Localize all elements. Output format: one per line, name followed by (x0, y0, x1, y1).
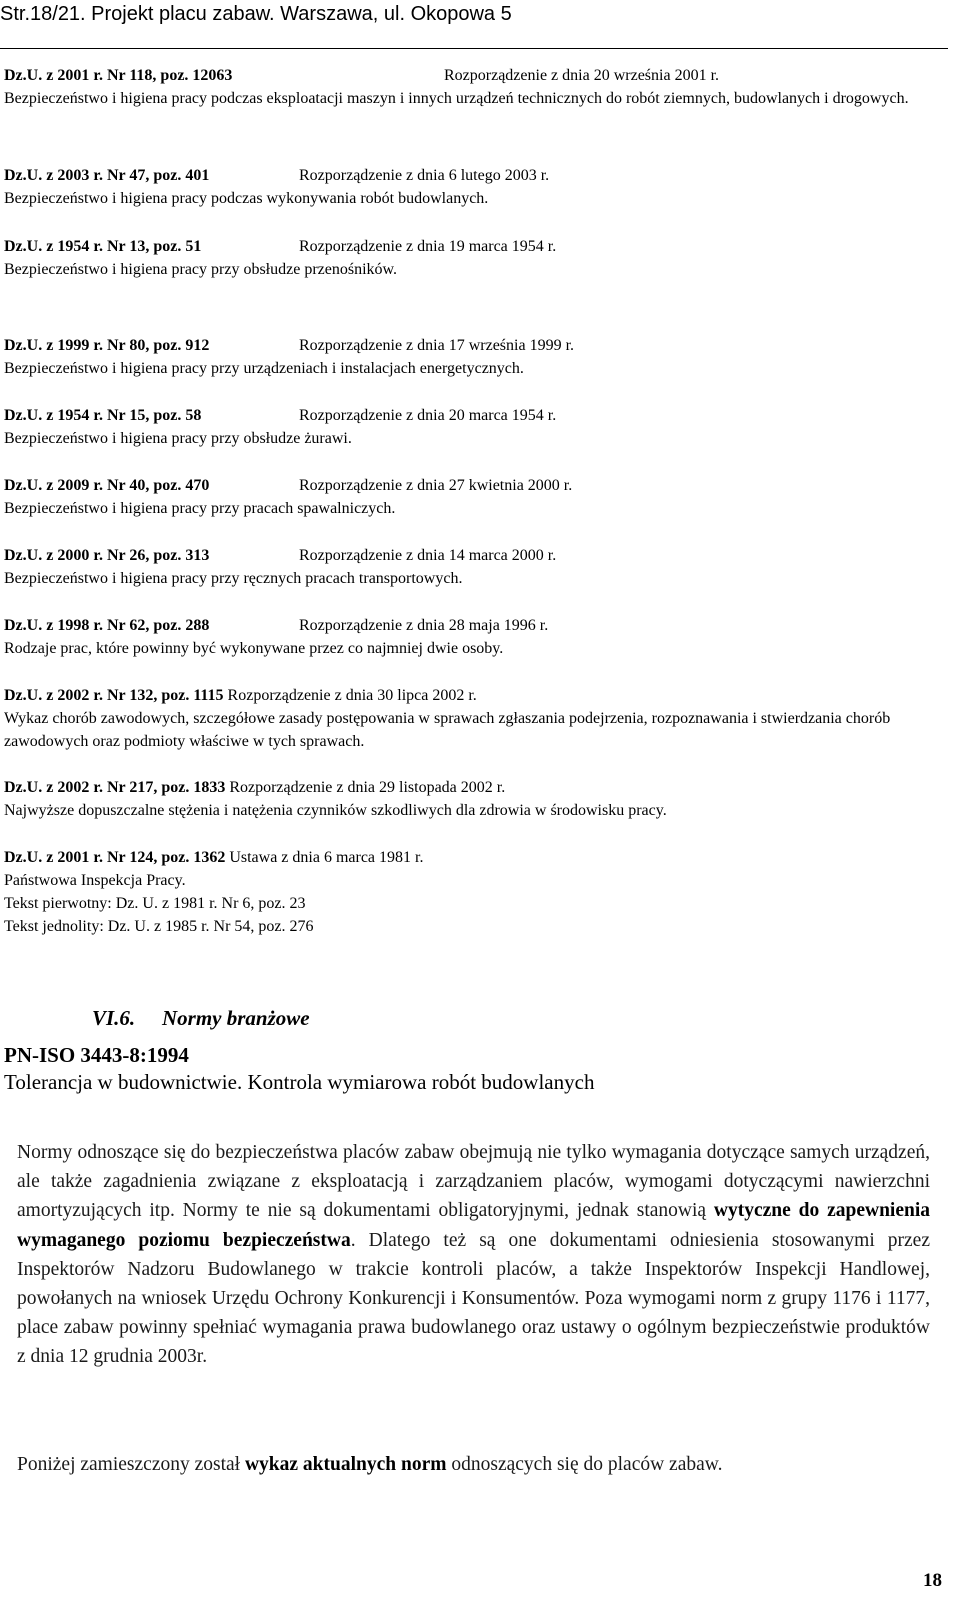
running-header: Str.18/21. Projekt placu zabaw. Warszawa, ul. Okopowa 5 (0, 3, 512, 25)
entry-act: Rozporządzenie z dnia 30 lipca 2002 r. (227, 687, 477, 704)
paragraph-emphasis: wytyczne do zapewnienia wymaganego poziomu bezpieczeństwa (17, 1200, 931, 1251)
legal-entry (4, 614, 924, 660)
legal-entry (4, 846, 924, 938)
legal-entry (4, 544, 924, 590)
entry-description: Bezpieczeństwo i higiena pracy przy urządzeniach i instalacjach energetycznych. (4, 360, 524, 377)
section-title: Normy branżowe (162, 1006, 310, 1030)
entry-reference: Dz.U. z 1998 r. Nr 62, poz. 288 (4, 617, 210, 634)
legal-entry (4, 776, 924, 822)
entry-reference: Dz.U. z 2001 r. Nr 118, poz. 12063 (4, 67, 233, 84)
section-number: VI.6. (92, 1006, 136, 1030)
legal-entry (4, 334, 924, 380)
entry-act: Rozporządzenie z dnia 19 marca 1954 r. (299, 238, 557, 255)
legal-entry (4, 684, 924, 753)
entry-extra-line: Tekst jednolity: Dz. U. z 1985 r. Nr 54, poz. 276 (4, 918, 314, 935)
paragraph-text: odnoszących się do placów zabaw. (446, 1454, 723, 1475)
entry-reference: Dz.U. z 2009 r. Nr 40, poz. 470 (4, 477, 210, 494)
entry-reference: Dz.U. z 2001 r. Nr 124, poz. 1362 (4, 849, 226, 866)
entry-reference: Dz.U. z 1954 r. Nr 15, poz. 58 (4, 407, 202, 424)
section-heading (92, 1006, 310, 1031)
paragraph-emphasis: wykaz aktualnych norm (244, 1454, 447, 1475)
entry-act: Rozporządzenie z dnia 27 kwietnia 2000 r. (299, 477, 573, 494)
entry-reference: Dz.U. z 1954 r. Nr 13, poz. 51 (4, 238, 202, 255)
entry-act: Rozporządzenie z dnia 29 listopada 2002 r. (229, 779, 506, 796)
paragraph-text: Poniżej zamieszczony został (17, 1454, 245, 1475)
entry-description: Bezpieczeństwo i higiena pracy przy obsłudze przenośników. (4, 261, 398, 278)
standard-title: Tolerancja w budownictwie. Kontrola wymiarowa robót budowlanych (4, 1070, 595, 1094)
entry-description: Państwowa Inspekcja Pracy. (4, 872, 186, 889)
entry-act: Rozporządzenie z dnia 20 września 2001 r. (444, 67, 720, 84)
entry-extra-line: Tekst pierwotny: Dz. U. z 1981 r. Nr 6, poz. 23 (4, 895, 306, 912)
entry-act: Rozporządzenie z dnia 20 marca 1954 r. (299, 407, 557, 424)
body-paragraph (17, 1138, 930, 1372)
legal-entry (4, 235, 924, 281)
paragraph-text: Normy odnoszące się do bezpieczeństwa placów zabaw obejmują nie tylko wymagania dotyczące samych urządzeń, ale także zagadnienia związane z eksploatacją i zarządzaniem placów, wymogami dotyczącymi nawierzchni amortyzujących itp. Normy te nie są dokumentami obligatoryjnymi, jednak stanowią (17, 1142, 930, 1222)
entry-act: Rozporządzenie z dnia 14 marca 2000 r. (299, 547, 557, 564)
entry-description: Rodzaje prac, które powinny być wykonywane przez co najmniej dwie osoby. (4, 640, 504, 657)
standard-code: PN-ISO 3443-8:1994 (4, 1043, 189, 1067)
body-paragraph (17, 1450, 930, 1479)
legal-entry (4, 64, 924, 110)
entry-description: Bezpieczeństwo i higiena pracy przy ręcznych pracach transportowych. (4, 570, 463, 587)
entry-act: Ustawa z dnia 6 marca 1981 r. (229, 849, 424, 866)
legal-entry (4, 164, 924, 210)
entry-act: Rozporządzenie z dnia 17 września 1999 r. (299, 337, 575, 354)
entry-reference: Dz.U. z 2002 r. Nr 132, poz. 1115 (4, 687, 224, 704)
entry-reference: Dz.U. z 1999 r. Nr 80, poz. 912 (4, 337, 210, 354)
legal-entry (4, 474, 924, 520)
entry-description: Bezpieczeństwo i higiena pracy podczas wykonywania robót budowlanych. (4, 190, 489, 207)
entry-act: Rozporządzenie z dnia 28 maja 1996 r. (299, 617, 549, 634)
entry-reference: Dz.U. z 2003 r. Nr 47, poz. 401 (4, 167, 210, 184)
legal-entry (4, 404, 924, 450)
entry-description: Bezpieczeństwo i higiena pracy podczas eksploatacji maszyn i innych urządzeń technicznych do robót ziemnych, budowlanych i drogowych. (4, 90, 909, 107)
entry-act: Rozporządzenie z dnia 6 lutego 2003 r. (299, 167, 550, 184)
entry-description: Bezpieczeństwo i higiena pracy przy obsłudze żurawi. (4, 430, 352, 447)
entry-description: Wykaz chorób zawodowych, szczegółowe zasady postępowania w sprawach zgłaszania podejrzenia, rozpoznawania i stwierdzania chorób zawodowych oraz podmioty właściwe w tych sprawach. (4, 710, 891, 750)
paragraph-text: . Dlatego też są one dokumentami odniesienia stosowanymi przez Inspektorów Nadzoru Budowlanego w trakcie kontroli placów, a także Inspektorów Inspekcji Handlowej, powołanych na wniosek Urzędu Ochrony Konkurencji i Konsumentów. Poza wymogami norm z grupy 1176 i 1177, place zabaw powinny spełniać wymagania prawa budowlanego oraz ustawy o ogólnym bezpieczeństwie produktów z dnia 12 grudnia 2003r. (17, 1229, 930, 1368)
entry-description: Najwyższe dopuszczalne stężenia i natężenia czynników szkodliwych dla zdrowia w środowisku pracy. (4, 802, 667, 819)
entry-reference: Dz.U. z 2000 r. Nr 26, poz. 313 (4, 547, 210, 564)
page-number: 18 (923, 1570, 942, 1591)
entry-description: Bezpieczeństwo i higiena pracy przy pracach spawalniczych. (4, 500, 396, 517)
entry-reference: Dz.U. z 2002 r. Nr 217, poz. 1833 (4, 779, 226, 796)
header-rule (0, 48, 948, 49)
